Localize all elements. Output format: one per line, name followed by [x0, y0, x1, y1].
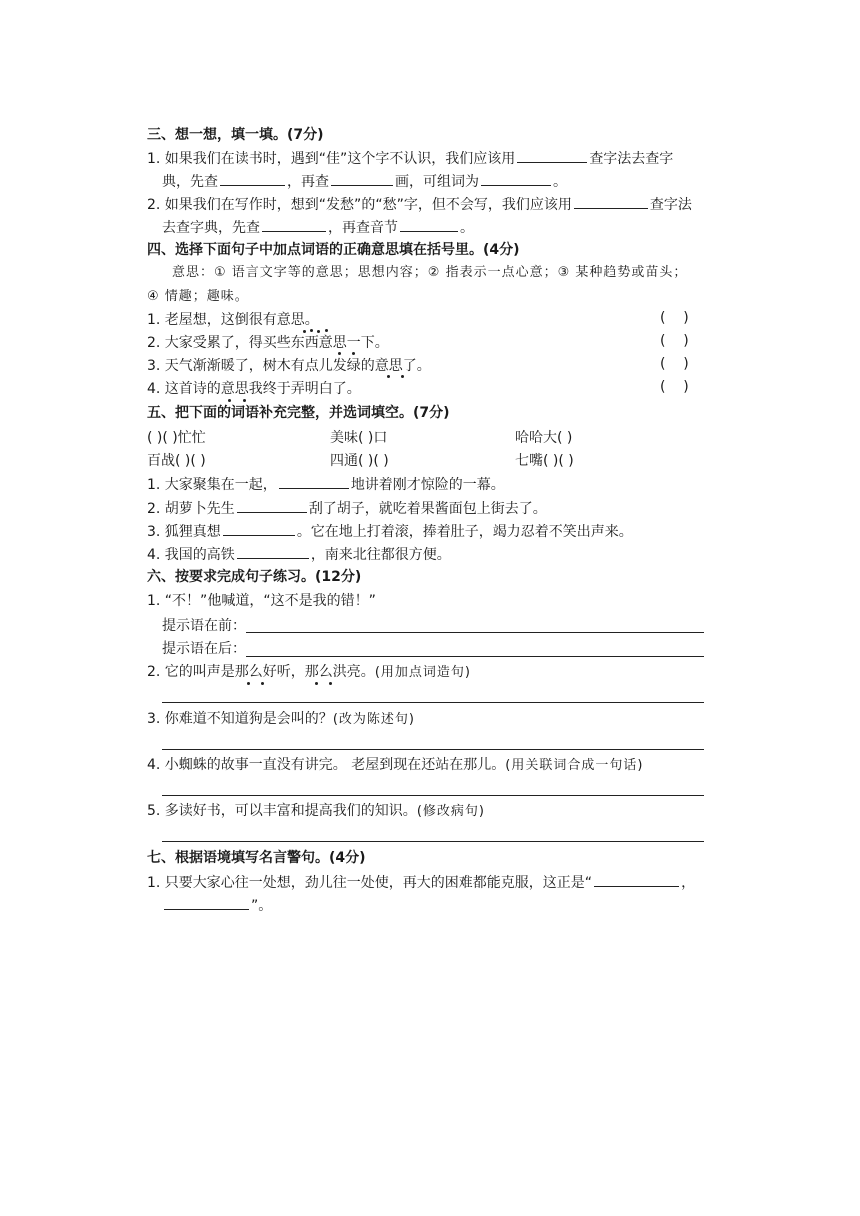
idiom-fill[interactable]: ( )( )忙忙 [147, 430, 206, 446]
answer-line[interactable] [162, 702, 704, 703]
answer-blank[interactable] [220, 171, 285, 186]
s4-item: 3. 天气渐渐暖了，树木有点儿发绿的意思了。 [147, 358, 431, 374]
s6-q5: 5. 多读好书，可以丰富和提高我们的知识。(修改病句) [147, 803, 485, 819]
emphasis-dot [247, 682, 250, 685]
answer-blank[interactable] [400, 217, 458, 232]
answer-paren[interactable]: ( ) [660, 379, 689, 395]
idiom-fill[interactable]: 四通( )( ) [330, 453, 389, 469]
section-6-title: 六、按要求完成句子练习。(12分) [147, 569, 362, 585]
emphasis-dot [352, 352, 355, 355]
section-5-title: 五、把下面的词语补充完整，并选词填空。(7分) [147, 405, 450, 421]
idiom-fill[interactable]: 百战( )( ) [147, 453, 206, 469]
s6-q1: 1. “不！”他喊道，“这不是我的错！” [147, 593, 376, 609]
answer-paren[interactable]: ( ) [660, 333, 689, 349]
s3-q1-line2: 典，先查 ，再查 画，可组词为 。 [162, 171, 567, 192]
meaning-definitions-cont: ④ 情趣；趣味。 [147, 289, 249, 304]
answer-line[interactable] [246, 632, 704, 633]
s6-q3: 3. 你难道不知道狗是会叫的？(改为陈述句) [147, 711, 415, 727]
emphasis-dot [228, 399, 231, 402]
s4-item: 2. 大家受累了，得买些东西意思一下。 [147, 335, 389, 351]
answer-paren[interactable]: ( ) [660, 310, 689, 326]
answer-line[interactable] [246, 656, 704, 657]
answer-paren[interactable]: ( ) [660, 356, 689, 372]
answer-blank[interactable] [164, 895, 249, 910]
answer-blank[interactable] [331, 171, 393, 186]
answer-blank[interactable] [481, 171, 551, 186]
emphasis-dot [315, 682, 318, 685]
answer-line[interactable] [162, 841, 704, 842]
emphasis-dot [325, 329, 328, 332]
emphasis-dot [387, 375, 390, 378]
answer-blank[interactable] [262, 217, 326, 232]
s5-q3: 3. 狐狸真想 。它在地上打着滚，捧着肚子，竭力忍着不笑出声来。 [147, 521, 633, 542]
emphasis-dot [261, 682, 264, 685]
answer-blank[interactable] [223, 521, 295, 536]
answer-blank[interactable] [237, 498, 307, 513]
idiom-fill[interactable]: 七嘴( )( ) [515, 453, 574, 469]
answer-blank[interactable] [517, 148, 587, 163]
s6-q1-back-label: 提示语在后： [162, 641, 246, 657]
s3-q2-line1: 2. 如果我们在写作时，想到“发愁”的“愁”字，但不会写，我们应该用 查字法 [147, 194, 692, 215]
answer-blank[interactable] [237, 544, 309, 559]
s3-q1-line1: 1. 如果我们在读书时，遇到“佳”这个字不认识，我们应该用 查字法去查字 [147, 148, 673, 169]
answer-line[interactable] [162, 795, 704, 796]
s7-q1-line1: 1. 只要大家心往一处想，劲儿往一处使，再大的困难都能克服，这正是“ ， [147, 872, 695, 893]
idiom-fill[interactable]: 美味( )口 [330, 430, 388, 446]
s5-q4: 4. 我国的高铁 ，南来北往都很方便。 [147, 544, 451, 565]
section-7-title: 七、根据语境填写名言警句。(4分) [147, 850, 366, 866]
meaning-definitions: 意思：① 语言文字等的意思；思想内容；② 指表示一点心意；③ 某种趋势或苗头； [172, 265, 688, 280]
s6-q4: 4. 小蜘蛛的故事一直没有讲完。 老屋到现在还站在那儿。(用关联词合成一句话) [147, 757, 644, 773]
answer-blank[interactable] [279, 474, 349, 489]
idiom-fill[interactable]: 哈哈大( ) [515, 430, 573, 446]
emphasis-dot [243, 399, 246, 402]
answer-blank[interactable] [594, 872, 679, 887]
s7-q1-line2: ”。 [162, 895, 272, 916]
s5-q1: 1. 大家聚集在一起， 地讲着刚才惊险的一幕。 [147, 474, 505, 495]
s3-q2-line2: 去查字典，先查 ，再查音节 。 [162, 217, 474, 238]
section-3-title: 三、想一想，填一填。(7分) [147, 127, 324, 143]
emphasis-dot [338, 352, 341, 355]
s6-q1-front-label: 提示语在前： [162, 618, 246, 634]
answer-blank[interactable] [574, 194, 648, 209]
s4-item: 1. 老屋想，这倒很有意思。 [147, 312, 319, 328]
section-4-title: 四、选择下面句子中加点词语的正确意思填在括号里。(4分) [147, 242, 520, 258]
emphasis-dot [401, 375, 404, 378]
s4-item: 4. 这首诗的意思我终于弄明白了。 [147, 381, 361, 397]
s5-q2: 2. 胡萝卜先生 刮了胡子，就吃着果酱面包上街去了。 [147, 498, 547, 519]
emphasis-dot [310, 329, 313, 332]
emphasis-dot [329, 682, 332, 685]
s6-q2: 2. 它的叫声是那么好听，那么洪亮。(用加点词造句) [147, 664, 471, 680]
answer-line[interactable] [162, 749, 704, 750]
